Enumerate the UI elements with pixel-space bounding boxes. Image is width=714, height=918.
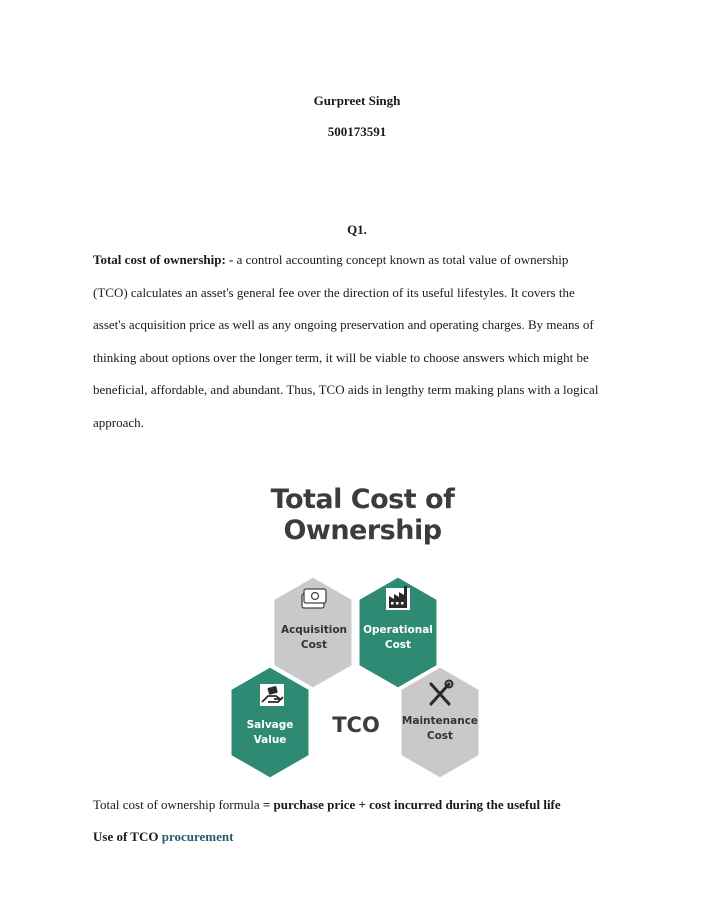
formula-label: Total cost of ownership formula bbox=[93, 797, 260, 812]
hex-maintenance-line1: Maintenance bbox=[401, 715, 479, 727]
tco-term: Total cost of ownership: - bbox=[93, 252, 234, 267]
author-name: Gurpreet Singh bbox=[313, 93, 401, 108]
paragraph-line-5: beneficial, affordable, and abundant. Thus, TCO aids in lengthy term making plans with a logical bbox=[93, 382, 599, 397]
paragraph-line-2: (TCO) calculates an asset's general fee over the direction of its useful lifestyles. It covers the bbox=[93, 284, 575, 300]
hex-operational-line2: Cost bbox=[384, 639, 412, 651]
hex-operational-cost bbox=[358, 576, 438, 689]
factory-icon bbox=[386, 586, 410, 610]
hex-operational-line1: Operational bbox=[363, 624, 433, 636]
procurement-link[interactable]: procurement bbox=[161, 829, 234, 844]
hex-salvage-value bbox=[230, 666, 310, 779]
formula-line bbox=[93, 797, 561, 813]
hex-salvage-line1: Salvage bbox=[246, 719, 294, 731]
tco-paragraph bbox=[93, 244, 653, 439]
use-line bbox=[93, 829, 233, 845]
paragraph-line-3: asset's acquisition price as well as any ongoing preservation and operating charges. By means of bbox=[93, 317, 594, 332]
use-label: Use of TCO bbox=[93, 829, 159, 844]
student-id: 500173591 bbox=[327, 124, 387, 139]
hex-acquisition-line2: Cost bbox=[300, 639, 328, 651]
hand-coin-icon bbox=[260, 684, 284, 706]
paragraph-line-4: thinking about options over the longer term, it will be viable to choose answers which might be bbox=[93, 349, 589, 365]
hex-maintenance-cost bbox=[400, 666, 480, 779]
formula-expression: = purchase price + cost incurred during the useful life bbox=[262, 797, 561, 812]
paragraph-line-1: Total cost of ownership: - a control accounting concept known as total value of ownership bbox=[93, 252, 569, 267]
diagram-title: Total Cost of Ownership bbox=[270, 484, 455, 546]
tco-center-label: TCO bbox=[332, 713, 380, 737]
hex-acquisition-cost bbox=[273, 576, 353, 689]
hex-salvage-line2: Value bbox=[253, 734, 287, 746]
paragraph-line-6: approach. bbox=[93, 414, 144, 430]
hex-maintenance-line2: Cost bbox=[426, 730, 454, 742]
hex-acquisition-line1: Acquisition bbox=[280, 624, 348, 636]
tco-diagram bbox=[190, 470, 535, 782]
question-heading: Q1. bbox=[347, 222, 367, 237]
money-icon bbox=[302, 589, 326, 608]
